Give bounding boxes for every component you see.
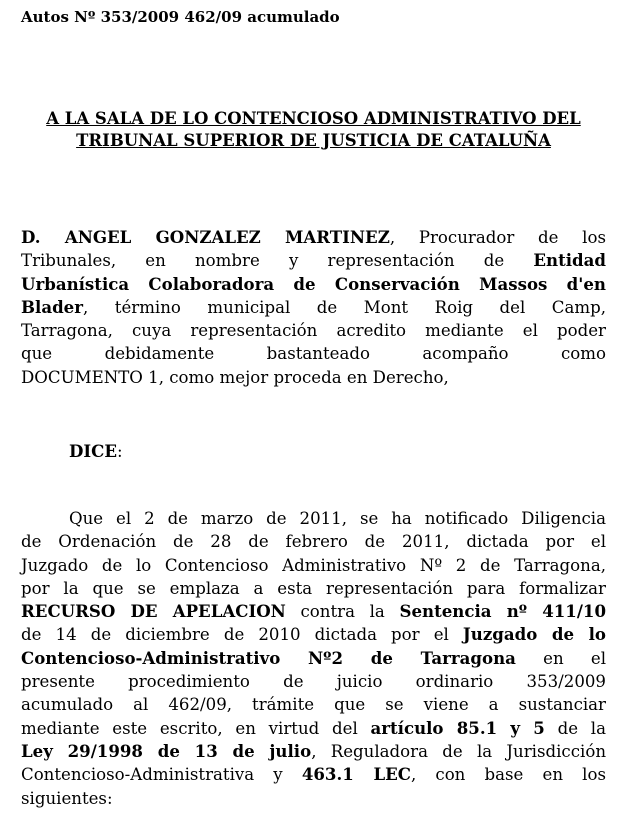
body-line-7: Contencioso-Administrativo Nº2 de Tarragona en el bbox=[21, 647, 607, 668]
body-line-12: Contencioso-Administrativa y 463.1 LEC, con base en los bbox=[21, 764, 606, 785]
case-reference: Autos Nº 353/2009 462/09 acumulado bbox=[21, 8, 340, 26]
addressee-line-2: TRIBUNAL SUPERIOR DE JUSTICIA DE CATALUÑA bbox=[76, 131, 551, 150]
intro-line-5: Tarragona, cuya representación acredito mediante el poder bbox=[21, 321, 606, 341]
intro-line-1: D. ANGEL GONZALEZ MARTINEZ, Procurador de los bbox=[21, 227, 606, 247]
intro-line-3: Urbanística Colaboradora de Conservación Massos d'en bbox=[21, 273, 606, 294]
dice-heading: DICE: bbox=[69, 441, 123, 461]
body-line-1: Que el 2 de marzo de 2011, se ha notificado Diligencia bbox=[69, 509, 606, 528]
procurador-name: D. ANGEL GONZALEZ MARTINEZ bbox=[21, 227, 390, 247]
body-line-9: acumulado al 462/09, trámite que se viene a sustanciar bbox=[21, 695, 606, 715]
body-paragraph bbox=[21, 507, 606, 810]
body-line-3: Juzgado de lo Contencioso Administrativo Nº 2 de Tarragona, bbox=[21, 555, 606, 575]
addressee-line-1: A LA SALA DE LO CONTENCIOSO ADMINISTRATIVO DEL bbox=[46, 109, 581, 128]
body-line-2: de Ordenación de 28 de febrero de 2011, dictada por el bbox=[21, 532, 606, 552]
court-addressee bbox=[21, 108, 606, 152]
intro-line-2: Tribunales, en nombre y representación de Entidad bbox=[21, 250, 606, 271]
body-line-5: RECURSO DE APELACION contra la Sentencia nº 411/10 bbox=[21, 601, 607, 622]
intro-line-6: que debidamente bastanteado acompaño como bbox=[21, 344, 606, 364]
body-line-4: por la que se emplaza a esta representación para formalizar bbox=[21, 578, 606, 598]
body-line-10: mediante este escrito, en virtud del artículo 85.1 y 5 de la bbox=[21, 717, 606, 738]
intro-line-7: DOCUMENTO 1, como mejor proceda en Derecho, bbox=[21, 367, 449, 387]
body-line-6: de 14 de diciembre de 2010 dictada por el Juzgado de lo bbox=[21, 624, 607, 645]
intro-line-4: Blader, término municipal de Mont Roig del Camp, bbox=[21, 296, 606, 317]
body-line-8: presente procedimiento de juicio ordinario 353/2009 bbox=[21, 672, 606, 692]
intro-paragraph bbox=[21, 226, 606, 389]
body-line-13: siguientes: bbox=[21, 788, 113, 808]
body-line-11: Ley 29/1998 de 13 de julio, Reguladora de la Jurisdicción bbox=[21, 740, 607, 761]
